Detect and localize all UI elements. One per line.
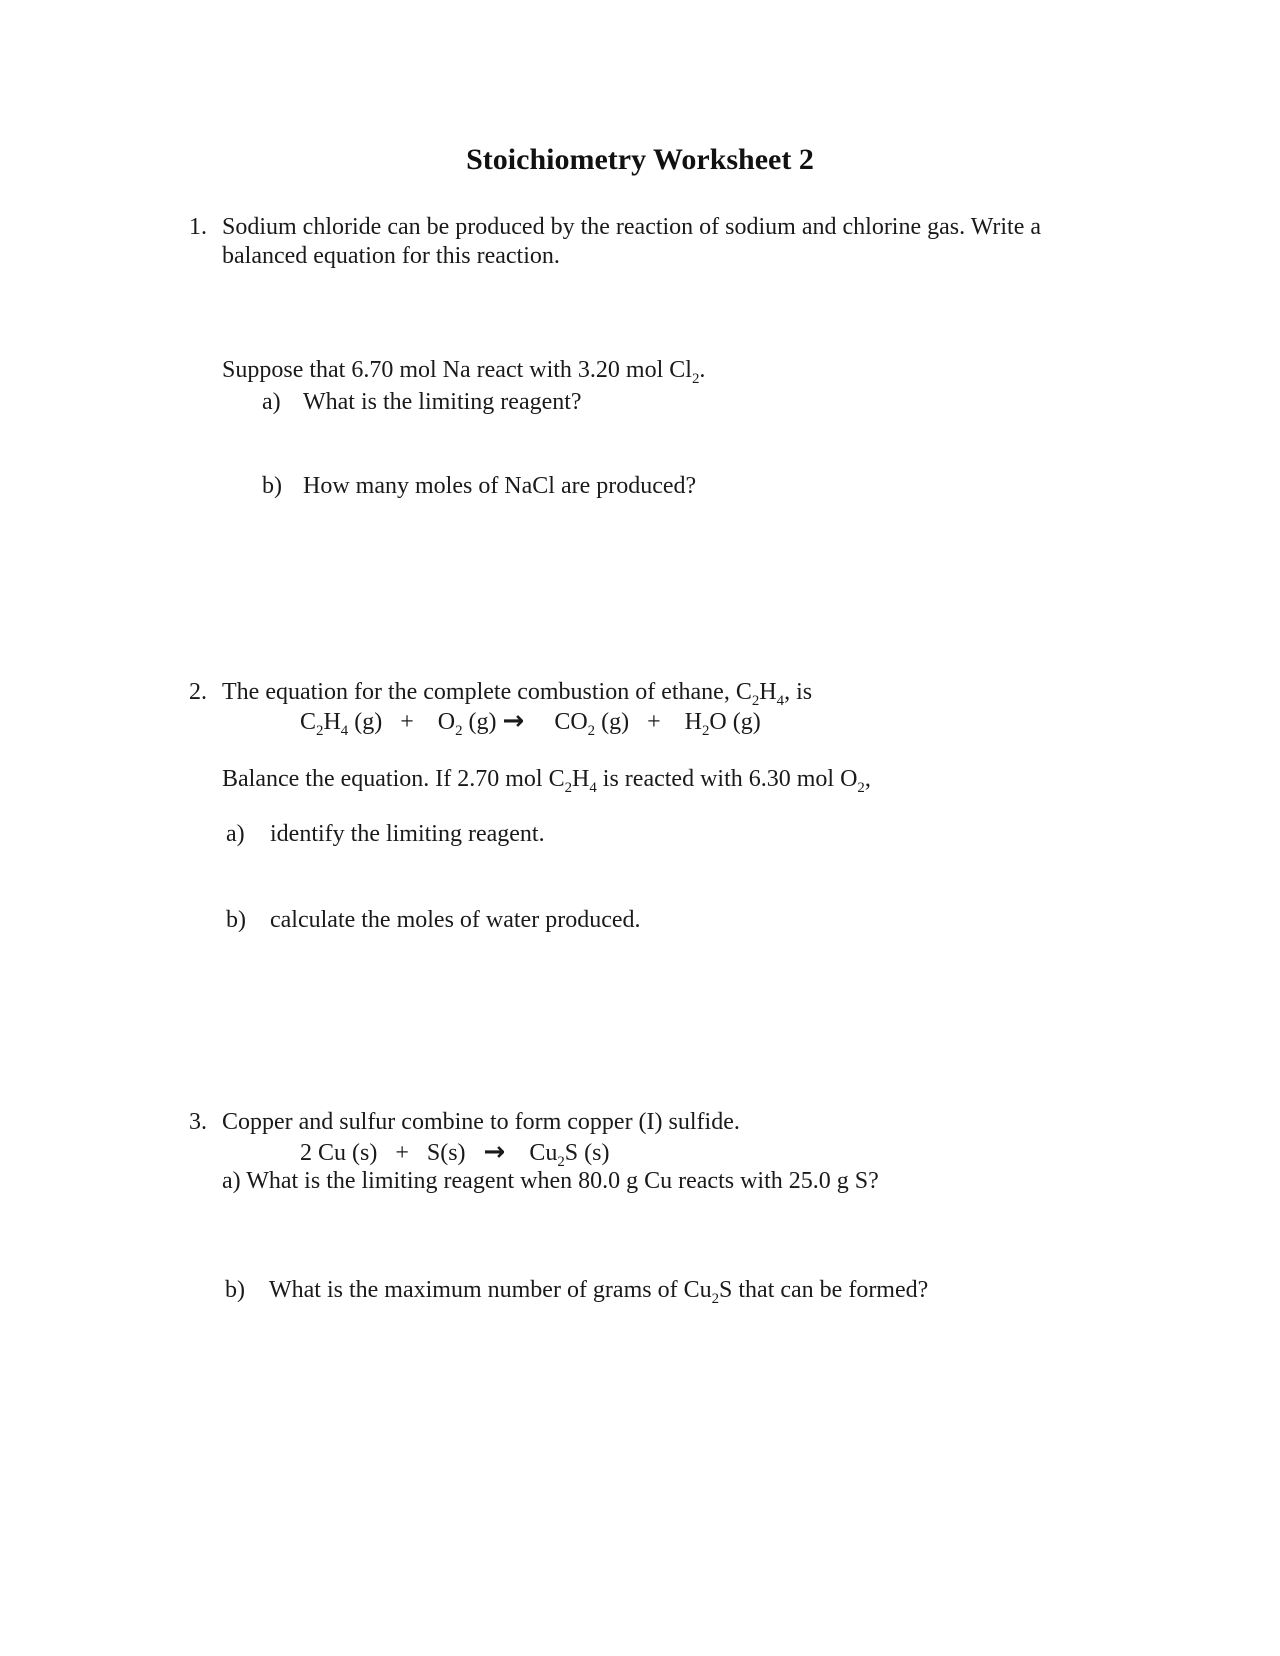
- q1-b-label: b): [262, 473, 282, 499]
- q2-number: 2.: [189, 679, 207, 705]
- q2-b-text: calculate the moles of water produced.: [270, 907, 641, 933]
- q2-balance-text: Balance the equation. If 2.70 mol $C_2H_4$ is reacted with 6.30 mol $O_2$,: [222, 766, 871, 796]
- q2-intro-line: [189, 678, 812, 707]
- q2-equation: [300, 707, 761, 737]
- q3-b-label: b): [225, 1277, 245, 1303]
- q1-intro-line2: [222, 242, 560, 271]
- q2-balance-line: [222, 765, 871, 794]
- q2-a-text: identify the limiting reagent.: [270, 821, 545, 847]
- q1-a-text: What is the limiting reagent?: [303, 389, 582, 415]
- q1-suppose-line: [222, 356, 705, 385]
- q3-b-text: What is the maximum number of grams of $Cu_2S$ that can be formed?: [269, 1277, 929, 1307]
- q3-part-a: [222, 1167, 879, 1196]
- page-title: Stoichiometry Worksheet 2: [466, 143, 814, 176]
- q1-b-text: How many moles of NaCl are produced?: [303, 473, 697, 499]
- q1-part-b: [262, 472, 696, 501]
- q2-part-a: [226, 820, 545, 849]
- q1-number: 1.: [189, 214, 207, 240]
- q1-a-label: a): [262, 389, 281, 415]
- q2-part-b: [226, 906, 641, 935]
- q3-a-text: a) What is the limiting reagent when 80.0 g Cu reacts with 25.0 g S?: [222, 1168, 879, 1194]
- q1-suppose-text: Suppose that 6.70 mol Na react with 3.20 mol $Cl_2$.: [222, 357, 706, 387]
- q3-equation-text: 2 Cu (s) + S(s) → $Cu_2S$ (s): [300, 1137, 610, 1170]
- q1-intro-line1: [189, 213, 1041, 242]
- q1-part-a: [262, 388, 582, 417]
- q1-intro-text2: balanced equation for this reaction.: [222, 243, 560, 269]
- q2-equation-text: $C_2H_4$ (g) + $O_2$ (g) → $CO_2$ (g) + $H_2O$ (g): [300, 706, 761, 739]
- q3-equation: [300, 1138, 609, 1168]
- q2-b-label: b): [226, 907, 246, 933]
- q3-intro-line: [189, 1108, 740, 1137]
- q1-intro-text1: Sodium chloride can be produced by the reaction of sodium and chlorine gas. Write a: [222, 214, 1042, 240]
- q2-a-label: a): [226, 821, 245, 847]
- q3-number: 3.: [189, 1109, 207, 1135]
- q2-intro-text: The equation for the complete combustion of ethane, $C_2H_4$, is: [222, 679, 813, 709]
- q3-part-b: [225, 1276, 928, 1305]
- q3-intro-text: Copper and sulfur combine to form copper (I) sulfide.: [222, 1109, 740, 1135]
